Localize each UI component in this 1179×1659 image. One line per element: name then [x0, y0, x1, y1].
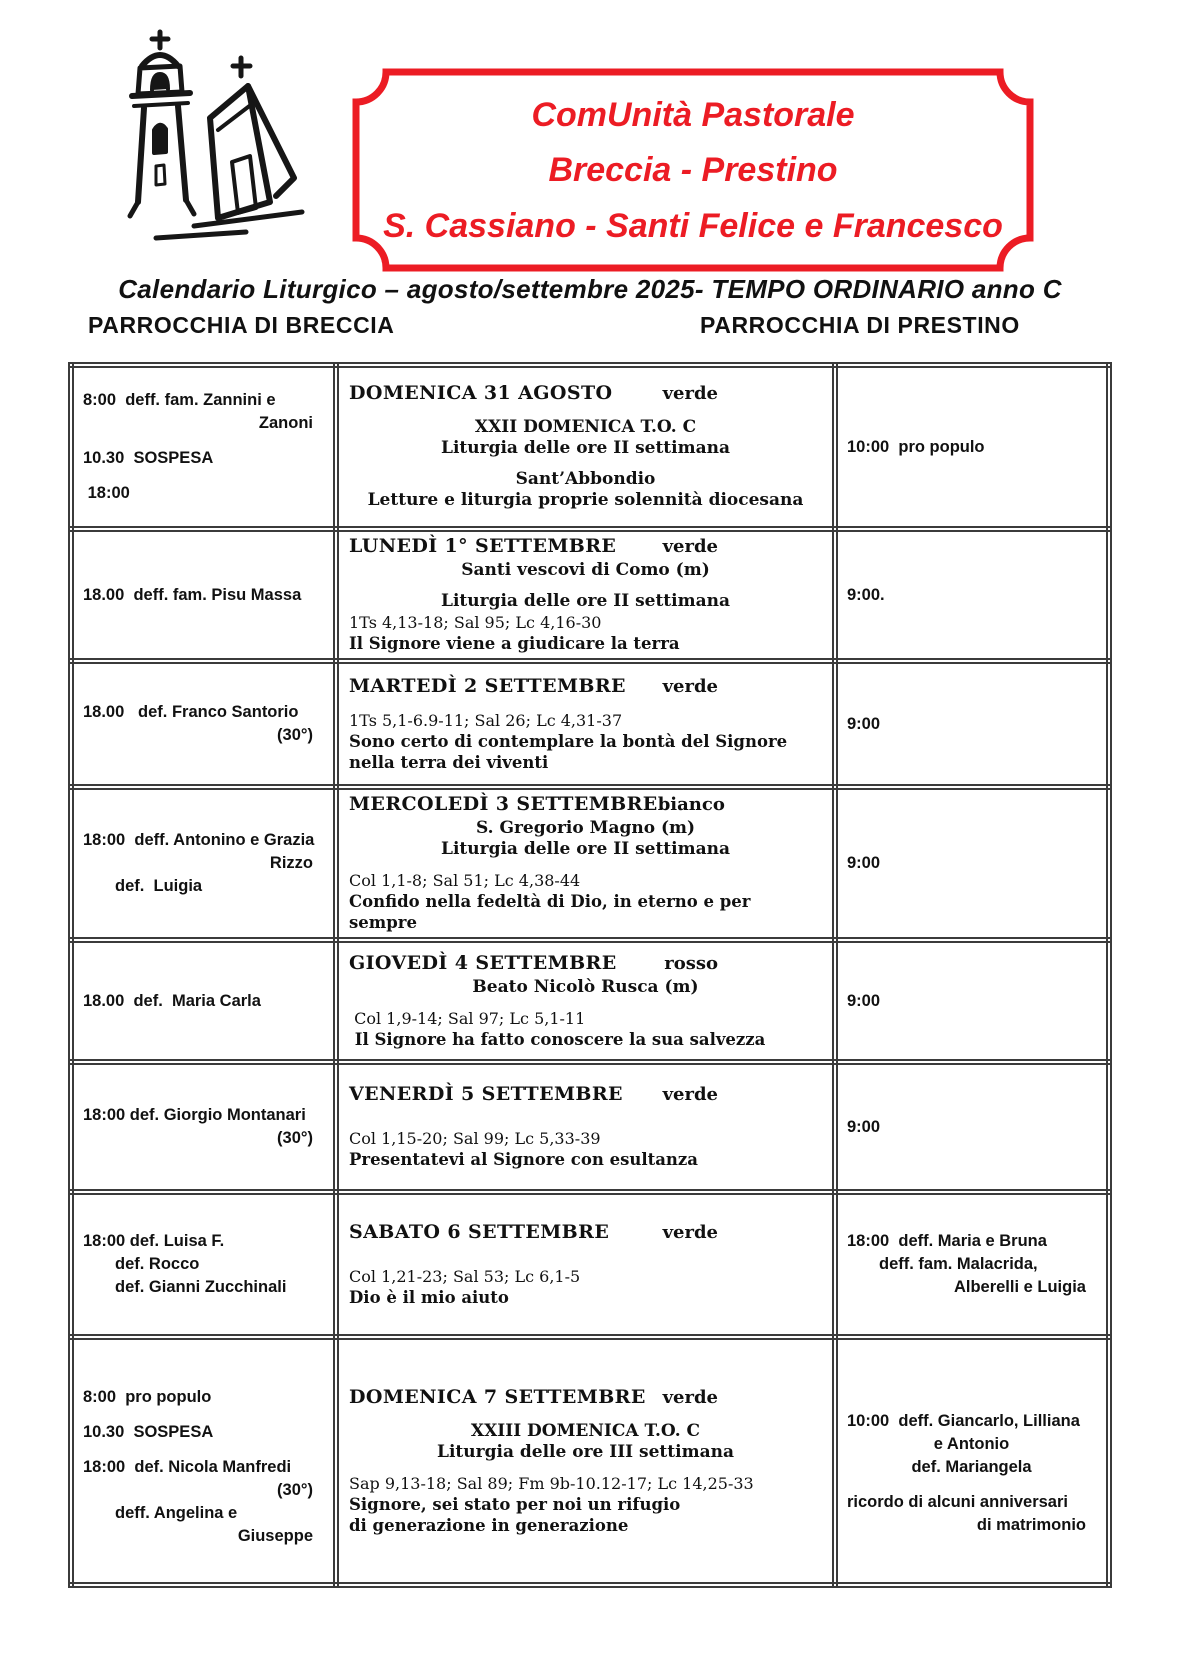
text-line: (30°) — [277, 1481, 313, 1499]
calendar-row — [71, 940, 1109, 1062]
prestino-mass-cell — [835, 940, 1109, 1062]
day-title: MARTEDÌ 2 SETTEMBRE — [349, 674, 626, 697]
text-line: 9:00 — [847, 714, 881, 733]
liturgical-color: verde — [662, 1386, 718, 1408]
spacer — [83, 470, 323, 482]
breccia-mass-cell — [71, 940, 336, 1062]
text-line: 9:00 — [847, 1117, 881, 1136]
day-info-cell — [336, 1337, 835, 1585]
text-line: S. Gregorio Magno (m) — [475, 818, 696, 838]
text-line: Liturgia delle ore II settimana — [441, 438, 730, 458]
text-line: ricordo di alcuni anniversari — [847, 1492, 1068, 1511]
text-line: 18:00 def. Nicola Manfredi — [83, 1458, 292, 1476]
day-title: MERCOLEDÌ 3 SETTEMBRE — [349, 793, 658, 815]
text-line: Il Signore ha fatto conoscere la sua salvezza — [349, 1029, 766, 1049]
spacer — [349, 1463, 822, 1473]
day-header — [349, 1222, 822, 1243]
prestino-mass-cell — [835, 1337, 1109, 1585]
calendar-row — [71, 1337, 1109, 1585]
breccia-mass-cell — [71, 661, 336, 787]
prestino-mass-cell — [835, 661, 1109, 787]
text-line: def. Mariangela — [911, 1457, 1032, 1476]
parish-header-prestino: PARROCCHIA DI PRESTINO — [700, 312, 1020, 338]
parish-header-breccia: PARROCCHIA DI BRECCIA — [88, 312, 395, 338]
breccia-mass-cell — [71, 1062, 336, 1192]
text-line: Col 1,9-14; Sal 97; Lc 5,1-11 — [349, 1008, 586, 1028]
text-line: 1Ts 4,13-18; Sal 95; Lc 4,16-30 — [349, 613, 602, 632]
text-line: Col 1,15-20; Sal 99; Lc 5,33-39 — [349, 1129, 601, 1148]
prestino-mass-cell — [835, 1062, 1109, 1192]
spacer — [847, 1386, 1096, 1398]
day-info-cell — [336, 787, 835, 940]
text-line: 18:00 — [83, 484, 130, 502]
text-line: nella terra dei viventi — [349, 752, 549, 772]
liturgical-color: verde — [662, 1221, 718, 1243]
text-line: 8:00 pro populo — [83, 1388, 212, 1406]
spacer — [83, 1444, 323, 1456]
text-line: deff. fam. Malacrida, — [879, 1255, 1038, 1273]
text-line: Col 1,21-23; Sal 53; Lc 6,1-5 — [349, 1266, 581, 1286]
breccia-mass-cell — [71, 1192, 336, 1337]
banner-text — [362, 76, 1024, 264]
text-line: (30°) — [277, 726, 313, 744]
prestino-mass-cell — [835, 365, 1109, 529]
text-line: XXII DOMENICA T.O. C — [474, 417, 697, 437]
spacer — [349, 581, 822, 591]
day-title: SABATO 6 SETTEMBRE — [349, 1220, 610, 1243]
day-title: VENERDÌ 5 SETTEMBRE — [349, 1083, 623, 1105]
liturgical-color: verde — [662, 1084, 718, 1105]
day-header — [349, 1084, 822, 1105]
day-title: DOMENICA 7 SETTEMBRE — [349, 1385, 646, 1408]
text-line: Sant’Abbondio — [515, 469, 656, 489]
calendar-row — [71, 1192, 1109, 1337]
text-line: 18:00 deff. Antonino e Grazia — [83, 831, 315, 849]
spacer — [349, 1118, 822, 1128]
spacer — [349, 1411, 822, 1421]
text-line: 18.00 def. Franco Santorio — [83, 703, 299, 721]
text-line: Letture e liturgia proprie solennità diocesana — [367, 490, 804, 510]
prestino-mass-cell — [835, 529, 1109, 661]
day-header — [349, 536, 822, 557]
day-info-cell — [336, 661, 835, 787]
spacer — [349, 998, 822, 1008]
spacer — [349, 459, 822, 469]
prestino-mass-cell — [835, 787, 1109, 940]
calendar-row — [71, 365, 1109, 529]
text-line: 18:00 def. Giorgio Montanari — [83, 1106, 306, 1124]
day-info-cell — [336, 529, 835, 661]
day-info-cell — [336, 940, 835, 1062]
day-header — [349, 383, 822, 404]
text-line: Santi vescovi di Como (m) — [461, 560, 710, 580]
text-line: Liturgia delle ore III settimana — [437, 1441, 734, 1462]
spacer — [83, 1409, 323, 1421]
day-header — [349, 1387, 822, 1408]
calendar-row — [71, 1062, 1109, 1192]
banner-line-2: Breccia - Prestino — [548, 151, 838, 189]
text-line: Liturgia delle ore II settimana — [441, 591, 730, 611]
text-line: Confido nella fedeltà di Dio, in eterno e per sempre — [349, 892, 757, 932]
text-line: Beato Nicolò Rusca (m) — [472, 976, 699, 997]
day-info-cell — [336, 1062, 835, 1192]
day-header — [349, 676, 822, 697]
spacer — [847, 1398, 1096, 1410]
text-line: (30°) — [277, 1129, 313, 1147]
text-line: 18.00 deff. fam. Pisu Massa — [83, 585, 302, 604]
day-title: LUNEDÌ 1° SETTEMBRE — [349, 535, 617, 557]
breccia-mass-cell — [71, 787, 336, 940]
prestino-mass-cell — [835, 1192, 1109, 1337]
spacer — [349, 700, 822, 710]
text-line: 9:00 — [847, 854, 881, 872]
text-line: 18:00 deff. Maria e Bruna — [847, 1232, 1047, 1250]
text-line: deff. Angelina e — [115, 1504, 238, 1522]
breccia-mass-cell — [71, 529, 336, 661]
day-title: GIOVEDÌ 4 SETTEMBRE — [349, 951, 617, 974]
day-header — [349, 794, 822, 815]
spacer — [349, 1256, 822, 1266]
text-line: Signore, sei stato per noi un rifugio — [349, 1494, 681, 1514]
spacer — [83, 435, 323, 447]
liturgical-color: verde — [662, 536, 718, 557]
text-line: 18:00 def. Luisa F. — [83, 1232, 225, 1250]
spacer — [349, 1246, 822, 1256]
text-line: di generazione in generazione — [349, 1515, 629, 1535]
church-logo — [98, 26, 316, 266]
text-line: Il Signore viene a giudicare la terra — [349, 634, 680, 653]
church-sketch-icon — [98, 26, 316, 266]
breccia-mass-cell — [71, 365, 336, 529]
pastoral-community-banner — [352, 68, 1034, 272]
text-line: 10.30 SOSPESA — [83, 1423, 214, 1441]
text-line: di matrimonio — [976, 1515, 1086, 1534]
spacer — [349, 860, 822, 870]
calendar-row — [71, 661, 1109, 787]
text-line: 10.30 SOSPESA — [83, 449, 214, 467]
calendar-row — [71, 529, 1109, 661]
text-line: Zanoni — [258, 414, 313, 432]
liturgical-color: verde — [662, 383, 718, 404]
day-info-cell — [336, 1192, 835, 1337]
banner-line-3: S. Cassiano - Santi Felice e Francesco — [383, 206, 1003, 245]
breccia-mass-cell — [71, 1337, 336, 1585]
text-line: Dio è il mio aiuto — [349, 1287, 509, 1307]
calendar-row — [71, 787, 1109, 940]
text-line: e Antonio — [933, 1434, 1010, 1453]
text-line: XXIII DOMENICA T.O. C — [470, 1420, 701, 1441]
spacer — [847, 1479, 1096, 1491]
calendar-table — [68, 362, 1112, 1588]
day-header — [349, 953, 822, 974]
text-line: 10:00 pro populo — [847, 437, 985, 456]
text-line: def. Luigia — [115, 877, 203, 895]
text-line: def. Rocco — [115, 1255, 200, 1273]
text-line: Col 1,1-8; Sal 51; Lc 4,38-44 — [349, 871, 581, 890]
text-line: 9:00. — [847, 585, 885, 604]
document-title: Calendario Liturgico – agosto/settembre 2025- TEMPO ORDINARIO anno C — [118, 274, 1062, 304]
text-line: 1Ts 5,1-6.9-11; Sal 26; Lc 4,31-37 — [349, 710, 623, 730]
text-line: 8:00 deff. fam. Zannini e — [83, 391, 276, 409]
liturgical-color: bianco — [657, 794, 725, 815]
text-line: Sono certo di contemplare la bontà del Signore — [349, 731, 788, 751]
text-line: Alberelli e Luigia — [953, 1278, 1086, 1296]
spacer — [349, 407, 822, 417]
spacer — [83, 1374, 323, 1386]
text-line: Rizzo — [269, 854, 313, 872]
text-line: 10:00 deff. Giancarlo, Lilliana — [847, 1411, 1080, 1430]
liturgical-color: verde — [662, 675, 718, 697]
text-line: Giuseppe — [237, 1527, 313, 1545]
day-info-cell — [336, 365, 835, 529]
text-line: 18.00 def. Maria Carla — [83, 991, 261, 1010]
text-line: def. Gianni Zucchinali — [115, 1278, 287, 1296]
day-title: DOMENICA 31 AGOSTO — [349, 382, 613, 404]
spacer — [349, 1108, 822, 1118]
text-line: Liturgia delle ore II settimana — [441, 839, 730, 859]
liturgical-color: rosso — [664, 952, 718, 974]
banner-line-1: ComUnità Pastorale — [531, 95, 855, 134]
text-line: Presentatevi al Signore con esultanza — [349, 1150, 698, 1169]
text-line: Sap 9,13-18; Sal 89; Fm 9b-10.12-17; Lc 14,25-33 — [349, 1473, 754, 1493]
text-line: 9:00 — [847, 991, 881, 1010]
